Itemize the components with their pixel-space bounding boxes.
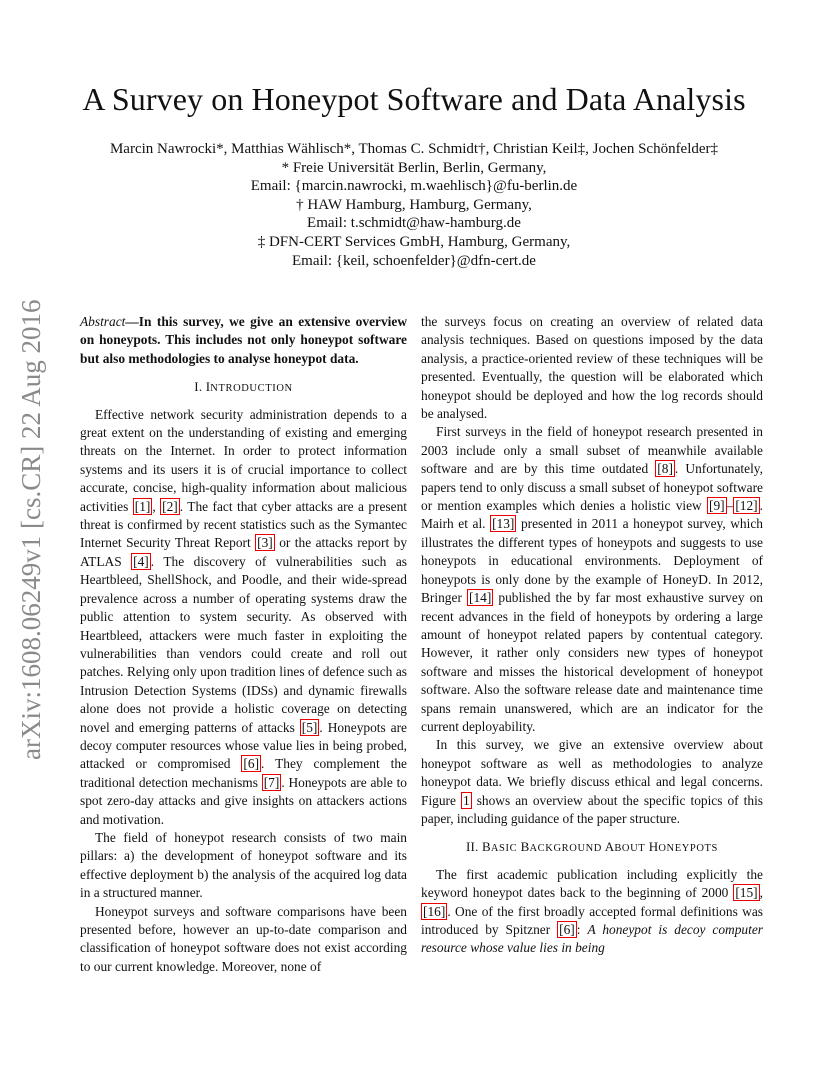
citation-link[interactable]: [1]	[134, 498, 151, 514]
left-column	[80, 313, 407, 976]
citation-link[interactable]: [6]	[559, 922, 575, 937]
intro-paragraph-4: First surveys in the field of honeypot research presented in 2003 include only a small subset of meanwhile available software and are by this time outdated [8] . Unfortunately, papers tend to only discuss a small subset of honeypot software or mention examples which denies a holistic view [9] – [12] . Mairh et al. [13] presented in 2011 a honeypot survey, which illustrates the different types of honeypots and suggests to use honeypots in educational environments. Deployment of honeypots is only done by the example of HoneyD. In 2012, Bringer [14] published the by far most exhaustive survey on recent advances in the field of honeypots by ordering a large amount of honeypot related papers by contentual category. However, it rather only considers new types of honeypot software and misses the historical development of honeypot software. Also the software release date and maintenance time spans remain unanswered, which are an indicator for the current deployability.	[421, 424, 763, 734]
citation-link[interactable]: [12]	[735, 498, 758, 514]
citation-link[interactable]: [6]	[243, 756, 260, 772]
abstract-dash: —	[125, 314, 139, 329]
citation-link[interactable]: [8]	[657, 461, 673, 477]
affiliation-2: † HAW Hamburg, Hamburg, Germany,	[296, 196, 532, 213]
section-heading-introduction: I. INTRODUCTION	[194, 379, 293, 395]
author-block	[0, 140, 828, 270]
email-3: Email: {keil, schoenfelder}@dfn-cert.de	[292, 252, 536, 269]
intro-paragraph-5: In this survey, we give an extensive overview about honeypot software as well as methodologies to analyze honeypot data. We briefly discuss ethical and legal concerns. Figure 1 shows an overview about the specific topics of this paper, including guidance of the paper structure.	[421, 737, 763, 826]
citation-link[interactable]: [5]	[301, 719, 318, 735]
abstract	[80, 313, 407, 368]
figure-link[interactable]: 1	[462, 792, 470, 808]
citation-link[interactable]: [9]	[709, 498, 725, 514]
intro-paragraph-2: The field of honeypot research consists of two main pillars: a) the development of honeypot software and its effective deployment b) the analysis of the acquired log data in a structured manner.	[80, 829, 407, 901]
citation-link[interactable]: [3]	[257, 535, 273, 551]
section-heading-background: II. BASIC BACKGROUND ABOUT HONEYPOTS	[466, 839, 718, 855]
affiliation-1: * Freie Universität Berlin, Berlin, Germany,	[281, 159, 547, 176]
intro-paragraph-1: Effective network security administration depends to a great extent on the understanding of existing and emerging threats on the Internet. In order to protect information systems and its users it is of crucial importance to collect accurate, concise, high-quality information about malicious activities [1] , [2] . The fact that cyber attacks are a present threat is confirmed by recent statistics such as the Symantec Internet Security Threat Report [3] or the attacks report by ATLAS [4] . The discovery of vulnerabilities such as Heartbleed, ShellShock, and Poodle, and their wide-spread prevalence across a number of operating systems draw the public attention to system security. As observed with Heartbleed, attackers were much faster in exploiting the vulnerabilities than vendors could create and roll out patches. Relying only upon tradition lines of defence such as Intrusion Detection Systems (IDSs) and dynamic firewalls alone does not provide a holistic coverage on detecting novel and emerging patterns of attacks [5] . Honeypots are decoy computer resources whose value lies in being probed, attacked or compromised [6] . They complement the traditional detection mechanisms [7] . Honeypots are able to spot zero-day attacks and give insights on attackers actions and motivation.	[80, 406, 408, 827]
email-1: Email: {marcin.nawrocki, m.waehlisch}@fu-berlin.de	[250, 178, 578, 195]
abstract-text: In this survey, we give an extensive overview on honeypots. This includes not only honeypot software but also methodologies to analyse honeypot data.	[80, 314, 407, 366]
author-names: Marcin Nawrocki*, Matthias Wählisch*, Thomas C. Schmidt†, Christian Keil‡, Jochen Schönfelder‡	[109, 141, 719, 157]
background-paragraph-1: The first academic publication including explicitly the keyword honeypot dates back to the beginning of 2000 [15] , [16] . One of the first broadly accepted formal definitions was introduced by Spitzner [6] : A honeypot is decoy computer resource whose value lies in being	[421, 866, 763, 956]
intro-paragraph-3: Honeypot surveys and software comparisons have been presented before, however an up-to-date comparison and classification of honeypot software does not exist according to our current knowledge. Moreover, none of	[80, 903, 407, 974]
citation-link[interactable]: [7]	[263, 774, 280, 790]
paper-title: A Survey on Honeypot Software and Data Analysis	[82, 81, 746, 117]
arxiv-stamp: arXiv:1608.06249v1 [cs.CR] 22 Aug 2016	[16, 299, 46, 760]
citation-link[interactable]: [16]	[423, 903, 446, 919]
citation-link[interactable]: [2]	[162, 498, 178, 514]
abstract-label: Abstract	[80, 314, 126, 329]
citation-link[interactable]: [14]	[468, 590, 492, 606]
affiliation-3: ‡ DFN-CERT Services GmbH, Hamburg, Germany,	[257, 233, 571, 250]
citation-link[interactable]: [4]	[133, 553, 149, 569]
intro-paragraph-3-cont: the surveys focus on creating an overview of related data analysis techniques. Based on questions imposed by the data analysis, a practice-oriented review of these techniques will be presented. Eventually, the question will be elaborated which honeypot should be deployed and how the log records should be analysed.	[421, 314, 763, 422]
right-column	[421, 313, 763, 958]
citation-link[interactable]: [15]	[735, 885, 758, 901]
citation-link[interactable]: [13]	[492, 516, 515, 532]
email-2: Email: t.schmidt@haw-hamburg.de	[307, 215, 521, 232]
